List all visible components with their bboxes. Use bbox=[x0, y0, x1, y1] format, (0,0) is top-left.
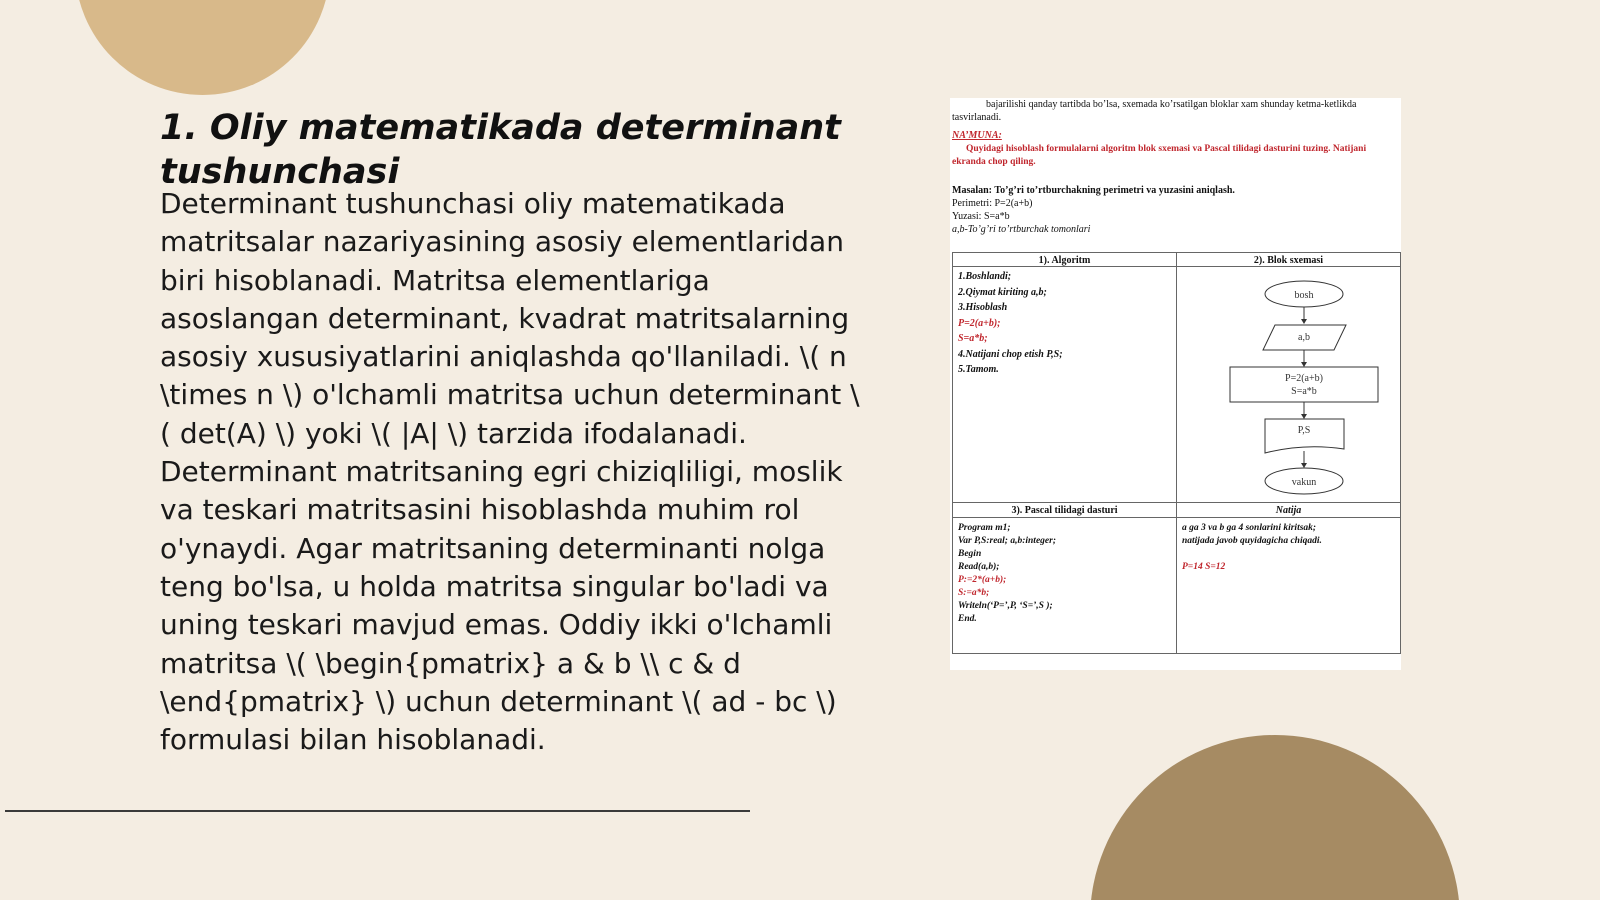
result-text bbox=[1182, 522, 1322, 574]
code-line: Program m1; bbox=[958, 523, 1011, 533]
divider-line bbox=[5, 810, 750, 812]
header-natija: Natija bbox=[1275, 505, 1302, 516]
doc-yuzasi: Yuzasi: S=a*b bbox=[952, 211, 1010, 222]
pascal-code bbox=[958, 522, 1056, 626]
algorithm-step: S=a*b; bbox=[958, 333, 988, 344]
code-line: Read(a,b); bbox=[958, 562, 1000, 572]
algorithm-step: 5.Tamom. bbox=[958, 364, 999, 375]
header-algoritm: 1). Algoritm bbox=[1038, 255, 1091, 266]
slide-body-text: Determinant tushunchasi oliy matematikada matritsalar nazariyasining asosiy elementlaridan biri hisoblanadi. Matritsa elementlariga asoslangan determinant, kvadrat matritsalarning asosiy xususiyatlarini aniqlashda qo'llaniladi. \( n \times n \) o'lchamli matritsa uchun determinant \( det(A) \) yoki \( |A| \) tarzida ifodalanadi. Determinant matritsaning egri chiziqliligi, moslik va teskari matritsasini hisoblashda muhim rol o'ynaydi. Agar matritsaning determinanti nolga teng bo'lsa, u holda matritsa singular bo'ladi va uning teskari mavjud emas. Oddiy ikki o'lchamli matritsa \( \begin{pmatrix} a & b \\ c & d \end{pmatrix} \) uchun determinant \( ad - bc \) formulasi bilan hisoblanadi. bbox=[160, 187, 860, 757]
header-pascal: 3). Pascal tilidagi dasturi bbox=[1011, 505, 1118, 516]
slide-title: 1. Oliy matematikada determinant tushunchasi bbox=[160, 108, 841, 192]
result-line: natijada javob quyidagicha chiqadi. bbox=[1182, 536, 1322, 546]
flowchart-start-label: bosh bbox=[1294, 290, 1314, 301]
flowchart-process-label: P=2(a+b) bbox=[1285, 373, 1323, 384]
algorithm-step: 4.Natijani chop etish P,S; bbox=[958, 348, 1063, 360]
algorithm-table bbox=[952, 252, 1401, 654]
doc-masala: Masalan: To’g’ri to’rtburchakning perimetri va yuzasini aniqlash. bbox=[952, 185, 1235, 196]
algorithm-step: 3.Hisoblash bbox=[958, 302, 1008, 313]
embedded-document-image bbox=[950, 98, 1401, 670]
doc-sides: a,b-To’g’ri to’rtburchak tomonlari bbox=[952, 224, 1091, 235]
header-blok: 2). Blok sxemasi bbox=[1253, 255, 1324, 266]
doc-namuna: NA’MUNA: bbox=[952, 130, 1002, 141]
code-line: End. bbox=[958, 614, 977, 624]
flowchart bbox=[1177, 267, 1400, 501]
decorative-circle-top bbox=[75, 0, 330, 95]
flowchart-end-label: vakun bbox=[1291, 477, 1317, 488]
doc-task: Quyidagi hisoblash formulalarni algoritm blok sxemasi va Pascal tilidagi dasturini tuzing. Natijani ekranda chop qiling. bbox=[952, 144, 1367, 167]
code-line: Writeln(‘P=’,P, ‘S=’,S ); bbox=[958, 601, 1053, 611]
algorithm-step: P=2(a+b); bbox=[958, 317, 1001, 329]
code-line: P:=2*(a+b); bbox=[958, 575, 1007, 585]
flowchart-input-label: a,b bbox=[1298, 332, 1310, 343]
result-line: a ga 3 va b ga 4 sonlarini kiritsak; bbox=[1182, 523, 1317, 533]
decorative-circle-bottom bbox=[1090, 735, 1460, 900]
doc-perimetri: Perimetri: P=2(a+b) bbox=[952, 198, 1033, 209]
algorithm-step: 1.Boshlandi; bbox=[958, 271, 1012, 282]
flowchart-output-label: P,S bbox=[1297, 425, 1311, 436]
flowchart-process-label: S=a*b bbox=[1291, 386, 1317, 397]
doc-intro: bajarilishi qanday tartibda bo’lsa, sxemada ko’rsatilgan bloklar xam shunday ketma-ketlikda tasvirlanadi. bbox=[952, 99, 1357, 123]
result-line bbox=[1182, 548, 1322, 561]
code-line: Begin bbox=[958, 549, 982, 559]
result-line: P=14 S=12 bbox=[1182, 562, 1226, 572]
code-line: S:=a*b; bbox=[958, 588, 990, 598]
code-line: Var P,S:real; a,b:integer; bbox=[958, 536, 1056, 546]
algorithm-steps bbox=[958, 269, 1063, 378]
algorithm-step: 2.Qiymat kiriting a,b; bbox=[958, 286, 1047, 298]
